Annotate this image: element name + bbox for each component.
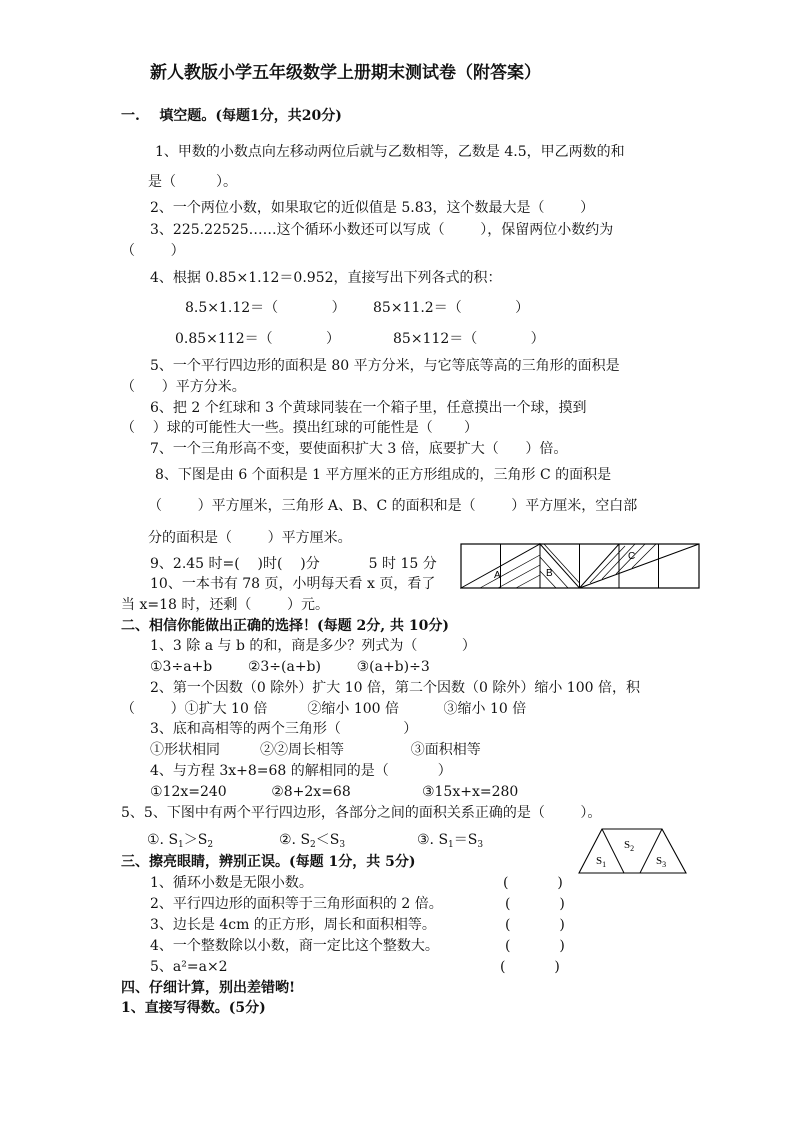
s3-item-2: 2、平行四边形的面积等于三角形面积的 2 倍。 (150, 896, 443, 912)
s1-q5-line1: 5、一个平行四边形的面积是 80 平方分米，与它等底等高的三角形的面积是 (150, 358, 620, 374)
s2-q5-option-1: ①. $S_1>S_2$ (147, 832, 214, 850)
label-c: C (628, 551, 636, 562)
s3-paren-3: ( ) (505, 917, 565, 933)
s1-q4-row2-b: 85×112＝（ ） (393, 331, 545, 347)
s2-q2-line2: （ ）①扩大 10 倍 ②缩小 100 倍 ③缩小 10 倍 (121, 701, 527, 717)
section-3-heading: 三、擦亮眼睛，辨别正误。(每题 1分，共 5分) (121, 854, 416, 870)
s2-q1-options: ①3÷a+b ②3÷(a+b) ③(a+b)÷3 (150, 659, 430, 675)
s1-q10-line2: 当 x=18 时，还剩（ ）元。 (121, 597, 329, 613)
s1-q8-line1: 8、下图是由 6 个面积是 1 平方厘米的正方形组成的，三角形 C 的面积是 (155, 467, 612, 483)
section-4-heading: 四、仔细计算，别出差错哟! (121, 980, 296, 996)
s1-q3-line2: （ ） (121, 243, 185, 259)
s3-paren-4: ( ) (505, 938, 565, 954)
section-1-heading: 一. 填空题。(每题1分，共20分) (121, 108, 342, 124)
s3-item-1: 1、循环小数是无限小数。 (150, 875, 313, 891)
section-2-heading: 二、相信你能做出正确的选择！(每题 2分, 共 10分) (121, 618, 449, 634)
s3-item-3: 3、边长是 4cm 的正方形，周长和面积相等。 (150, 917, 436, 933)
label-s2: $S_2$ (624, 839, 635, 853)
s2-q2-line1: 2、第一个因数（0 除外）扩大 10 倍，第二个因数（0 除外）缩小 100 倍，积 (150, 680, 640, 696)
s1-q4-row2-a: 0.85×112＝（ ） (175, 331, 341, 347)
s2-q3-options: ①形状相同 ②②周长相等 ③面积相等 (150, 742, 481, 758)
s2-q3: 3、底和高相等的两个三角形（ ） (150, 721, 418, 737)
s2-q5-option-2: ②. $S_2<S_3$ (279, 832, 346, 850)
parallelogram-svg (578, 827, 688, 875)
s3-paren-2: ( ) (505, 896, 565, 912)
s2-q4: 4、与方程 3x+8=68 的解相同的是（ ） (150, 763, 452, 779)
s1-q9: 9、2.45 时=( )时( )分 5 时 15 分 (150, 556, 437, 572)
section-4-sub: 1、直接写得数。(5分) (121, 1000, 266, 1016)
s1-q1-line1: 1、甲数的小数点向左移动两位后就与乙数相等，乙数是 4.5，甲乙两数的和 (155, 144, 625, 160)
s2-q5-option-3: ③. $S_1=S_3$ (417, 832, 484, 850)
squares-figure-svg (460, 543, 700, 589)
s1-q4-row1-b: 85×11.2＝（ ） (373, 300, 530, 316)
s1-q6-line1: 6、把 2 个红球和 3 个黄球同装在一个箱子里，任意摸出一个球，摸到 (150, 400, 587, 416)
s1-q8-line2: （ ）平方厘米，三角形 A、B、C 的面积和是（ ）平方厘米，空白部 (148, 498, 638, 514)
label-s1: $S_1$ (596, 855, 607, 869)
s1-q8-line3: 分的面积是（ ）平方厘米。 (148, 530, 352, 546)
s1-q4-row1-a: 8.5×1.12＝（ ） (185, 300, 346, 316)
s1-q3-line1: 3、225.22525……这个循环小数还可以写成（ ），保留两位小数约为 (150, 222, 614, 238)
s3-item-4: 4、一个整数除以小数，商一定比这个整数大。 (150, 938, 439, 954)
s1-q6-line2: （ ）球的可能性大一些。摸出红球的可能性是（ ） (121, 420, 478, 436)
parallelogram-figure (578, 827, 688, 875)
s1-q10-line1: 10、一本书有 78 页，小明每天看 x 页，看了 (150, 576, 436, 592)
label-a: A (494, 570, 501, 581)
label-s3: $S_3$ (656, 855, 667, 869)
s3-paren-1: ( ) (503, 875, 563, 891)
label-b: B (546, 568, 553, 579)
s2-q4-options: ①12x=240 ②8+2x=68 ③15x+x=280 (150, 784, 519, 800)
s1-q2: 2、一个两位小数，如果取它的近似值是 5.83，这个数最大是（ ） (150, 200, 595, 216)
s2-q5: 5、5、下图中有两个平行四边形，各部分之间的面积关系正确的是（ ）。 (121, 805, 602, 821)
s1-q4: 4、根据 0.85×1.12＝0.952，直接写出下列各式的积： (150, 270, 502, 286)
s1-q7: 7、一个三角形高不变，要使面积扩大 3 倍，底要扩大（ ）倍。 (150, 441, 568, 457)
s2-q1: 1、3 除 a 与 b 的和，商是多少？列式为（ ） (150, 638, 476, 654)
squares-figure (460, 543, 700, 589)
s1-q5-line2: （ ）平方分米。 (121, 379, 246, 395)
s3-item-5: 5、a²=a×2 (150, 959, 228, 975)
page-title: 新人教版小学五年级数学上册期末测试卷（附答案） (150, 63, 541, 83)
s3-paren-5: ( ) (500, 959, 560, 975)
s1-q1-line2: 是（ ）。 (148, 174, 238, 190)
